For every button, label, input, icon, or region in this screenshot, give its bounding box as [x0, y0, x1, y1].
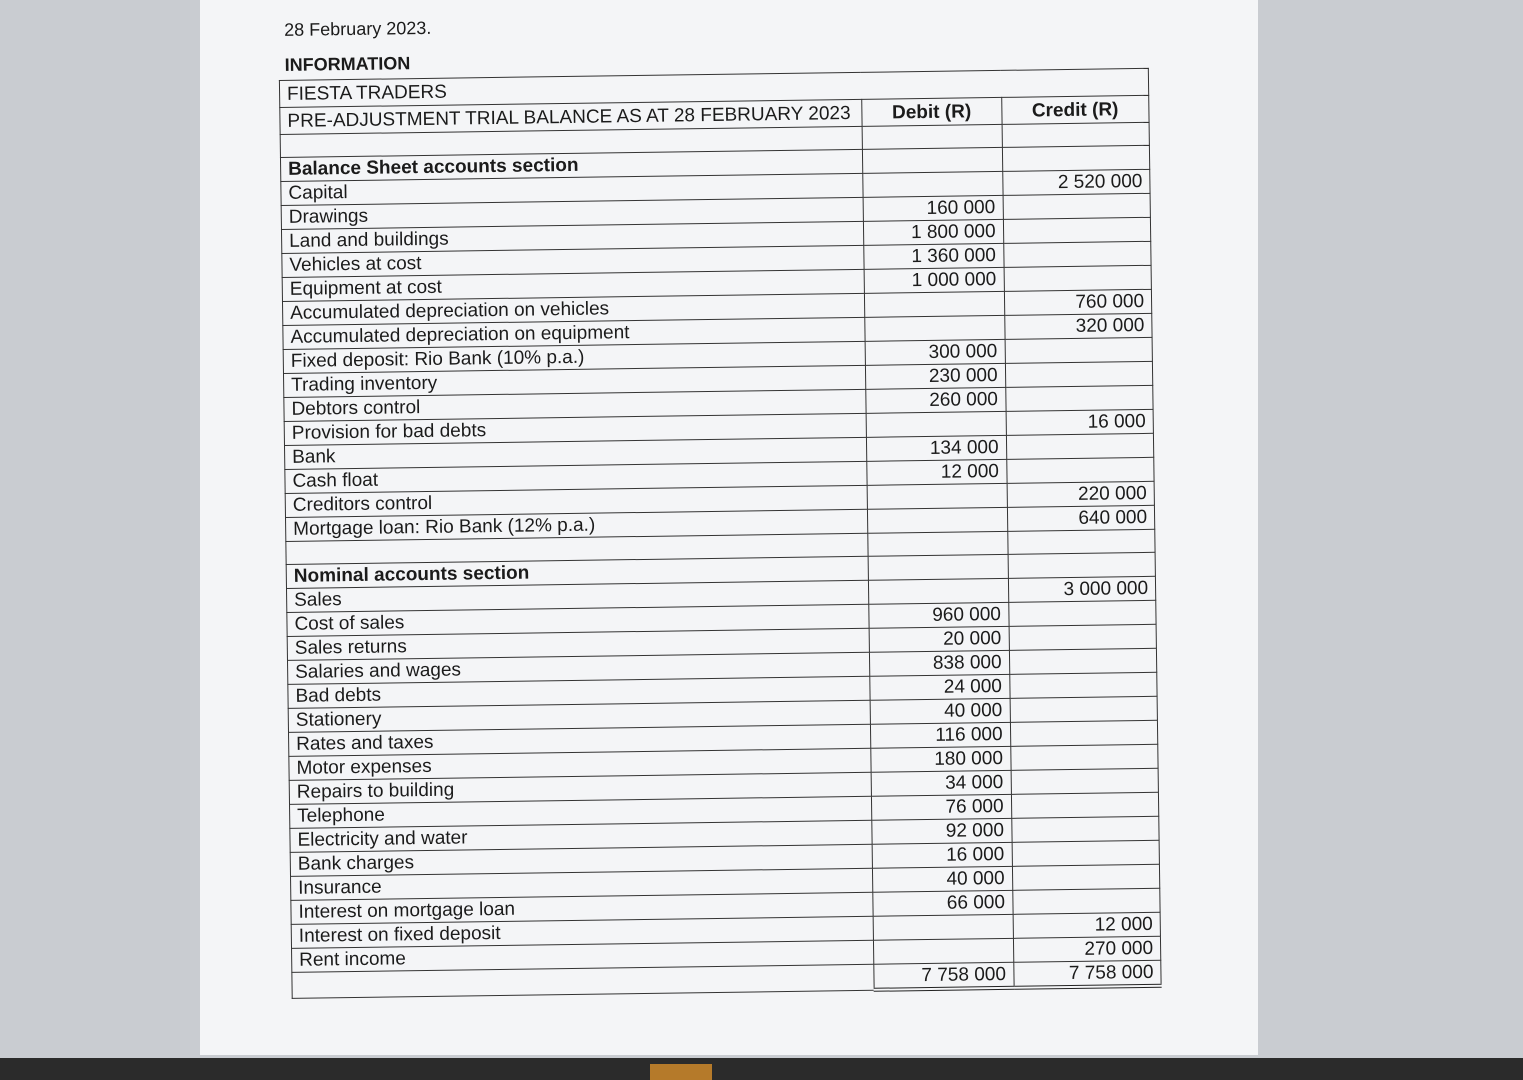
account-name: Electricity and water	[290, 820, 872, 852]
account-name: Drawings	[281, 197, 863, 229]
statement-title: PRE-ADJUSTMENT TRIAL BALANCE AS AT 28 FEBRUARY 2023	[280, 99, 862, 134]
debit-heading: Debit (R)	[862, 97, 1002, 126]
account-name: Bad debts	[288, 676, 870, 708]
account-name: Stationery	[288, 700, 870, 732]
credit-amount	[1012, 888, 1160, 914]
credit-amount: 220 000	[1007, 481, 1155, 507]
credit-amount	[1008, 600, 1156, 626]
document-date: 28 February 2023.	[284, 17, 432, 40]
debit-amount: 116 000	[870, 722, 1010, 748]
blank-cell	[868, 554, 1008, 580]
balance-sheet-section-title: Balance Sheet accounts section	[280, 149, 862, 181]
debit-amount	[867, 483, 1007, 509]
account-name: Creditors control	[285, 485, 867, 517]
credit-amount	[1005, 337, 1153, 363]
debit-amount: 160 000	[863, 195, 1003, 221]
blank-cell	[862, 147, 1002, 173]
account-name: Equipment at cost	[282, 269, 864, 301]
account-name: Accumulated depreciation on equipment	[283, 317, 865, 349]
account-name: Motor expenses	[289, 748, 871, 780]
debit-amount: 1 800 000	[863, 219, 1003, 245]
account-name: Debtors control	[284, 389, 866, 421]
credit-amount	[1005, 361, 1153, 387]
credit-amount	[1012, 864, 1160, 890]
credit-amount: 270 000	[1013, 936, 1161, 962]
credit-amount: 12 000	[1013, 912, 1161, 938]
debit-amount: 300 000	[865, 339, 1005, 365]
taskbar-accent	[650, 1064, 712, 1080]
debit-amount: 960 000	[869, 602, 1009, 628]
credit-amount	[1012, 840, 1160, 866]
debit-amount: 1 360 000	[864, 243, 1004, 269]
trial-balance-document	[278, 4, 1172, 1000]
credit-amount	[1005, 385, 1153, 411]
account-name: Vehicles at cost	[282, 245, 864, 277]
debit-amount: 230 000	[865, 363, 1005, 389]
debit-amount	[865, 315, 1005, 341]
credit-amount	[1009, 624, 1157, 650]
debit-amount	[873, 914, 1013, 940]
account-name: Mortgage loan: Rio Bank (12% p.a.)	[286, 509, 868, 541]
blank-cell	[1007, 529, 1155, 554]
credit-amount	[1003, 241, 1151, 267]
account-name: Provision for bad debts	[284, 413, 866, 445]
credit-amount: 2 520 000	[1002, 169, 1150, 195]
credit-amount	[1006, 457, 1154, 483]
trial-balance-table	[279, 68, 1162, 1000]
debit-amount	[863, 171, 1003, 197]
debit-amount: 16 000	[872, 842, 1012, 868]
credit-amount: 3 000 000	[1008, 576, 1156, 602]
account-name: Trading inventory	[283, 365, 865, 397]
debit-amount: 40 000	[870, 698, 1010, 724]
debit-amount: 66 000	[873, 890, 1013, 916]
credit-total: 7 758 000	[1013, 960, 1161, 988]
account-name: Repairs to building	[289, 772, 871, 804]
credit-amount	[1009, 672, 1157, 698]
account-name: Capital	[281, 173, 863, 205]
account-name: Cash float	[285, 461, 867, 493]
debit-amount	[873, 938, 1013, 964]
debit-amount: 92 000	[872, 818, 1012, 844]
debit-amount	[867, 507, 1007, 533]
blank-cell	[1008, 552, 1156, 578]
account-name: Interest on mortgage loan	[291, 892, 873, 924]
credit-heading: Credit (R)	[1001, 95, 1149, 124]
debit-amount: 260 000	[866, 387, 1006, 413]
credit-amount: 760 000	[1004, 289, 1152, 315]
blank-cell	[862, 124, 1002, 149]
account-name: Fixed deposit: Rio Bank (10% p.a.)	[283, 341, 865, 373]
information-heading: INFORMATION	[284, 53, 411, 75]
debit-amount: 34 000	[871, 770, 1011, 796]
blank-cell	[868, 531, 1008, 556]
credit-amount	[1006, 433, 1154, 459]
debit-total: 7 758 000	[874, 962, 1014, 989]
debit-amount: 12 000	[867, 459, 1007, 485]
debit-amount	[866, 411, 1006, 437]
credit-amount	[1010, 744, 1158, 770]
credit-amount: 320 000	[1004, 313, 1152, 339]
company-name: FIESTA TRADERS	[279, 68, 1148, 107]
debit-amount: 24 000	[870, 674, 1010, 700]
credit-amount	[1003, 217, 1151, 243]
blank-cell	[1002, 145, 1150, 171]
account-name: Telephone	[290, 796, 872, 828]
credit-amount	[1003, 193, 1151, 219]
account-name: Cost of sales	[287, 604, 869, 636]
credit-amount: 16 000	[1006, 409, 1154, 435]
credit-amount: 640 000	[1007, 505, 1155, 531]
debit-amount: 838 000	[869, 650, 1009, 676]
debit-amount: 180 000	[871, 746, 1011, 772]
account-name: Bank charges	[290, 844, 872, 876]
debit-amount: 1 000 000	[864, 267, 1004, 293]
credit-amount	[1004, 265, 1152, 291]
account-name: Insurance	[291, 868, 873, 900]
account-name: Rent income	[292, 940, 874, 972]
nominal-section-title: Nominal accounts section	[286, 556, 868, 588]
credit-amount	[1011, 816, 1159, 842]
account-name: Salaries and wages	[287, 652, 869, 684]
taskbar	[0, 1058, 1523, 1080]
credit-amount	[1010, 720, 1158, 746]
debit-amount: 134 000	[866, 435, 1006, 461]
credit-amount	[1011, 792, 1159, 818]
account-name: Rates and taxes	[289, 724, 871, 756]
debit-amount: 76 000	[871, 794, 1011, 820]
account-name: Bank	[284, 437, 866, 469]
credit-amount	[1011, 768, 1159, 794]
account-name: Accumulated depreciation on vehicles	[282, 293, 864, 325]
account-name: Land and buildings	[281, 221, 863, 253]
debit-amount	[864, 291, 1004, 317]
blank-cell	[1002, 122, 1150, 147]
debit-amount: 40 000	[872, 866, 1012, 892]
debit-amount	[868, 578, 1008, 604]
credit-amount	[1009, 648, 1157, 674]
account-name: Interest on fixed deposit	[291, 916, 873, 948]
account-name: Sales returns	[287, 628, 869, 660]
account-name: Sales	[286, 580, 868, 612]
debit-amount: 20 000	[869, 626, 1009, 652]
credit-amount	[1010, 696, 1158, 722]
